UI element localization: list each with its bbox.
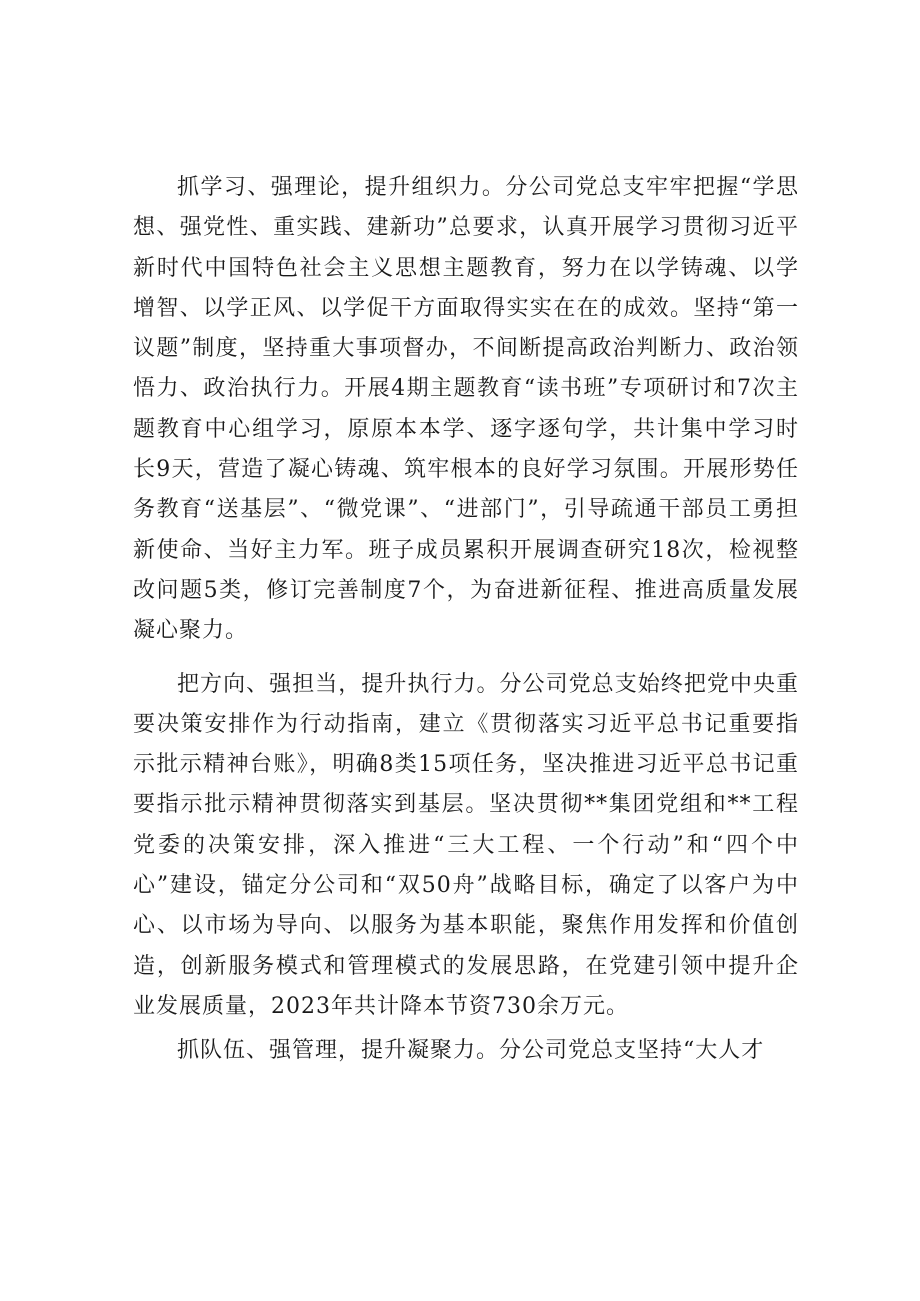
paragraph-organization: 抓学习、强理论，提升组织力。分公司党总支牢牢把握“学思想、强党性、重实践、建新功”总要求，认真开展学习贯彻习近平新时代中国特色社会主义思想主题教育，努力在以学铸魂、以学增智、以学正风、以学促干方面取得实实在在的成效。坚持“第一议题”制度，坚持重大事项督办，不间断提高政治判断力、政治领悟力、政治执行力。开展4期主题教育“读书班”专项研讨和7次主题教育中心组学习，原原本本学、逐字逐句学，共计集中学习时长9天，营造了凝心铸魂、筑牢根本的良好学习氛围。开展形势任务教育“送基层”、“微党课”、“进部门”，引导疏通干部员工勇担新使命、当好主力军。班子成员累积开展调查研究18次，检视整改问题5类，修订完善制度7个，为奋进新征程、推进高质量发展凝心聚力。 <box>133 175 799 644</box>
document-body <box>133 168 799 1072</box>
paragraph-cohesion: 抓队伍、强管理，提升凝聚力。分公司党总支坚持“大人才 <box>177 1038 765 1064</box>
paragraph-execution: 把方向、强担当，提升执行力。分公司党总支始终把党中央重要决策安排作为行动指南，建立《贯彻落实习近平总书记重要指示批示精神台账》，明确8类15项任务，坚决推进习近平总书记重要指示批示精神贯彻落实到基层。坚决贯彻**集团党组和**工程党委的决策安排，深入推进“三大工程、一个行动”和“四个中心”建设，锚定分公司和“双50舟”战略目标，确定了以客户为中心、以市场为导向、以服务为基本职能，聚焦作用发挥和价值创造，创新服务模式和管理模式的发展思路，在党建引领中提升企业发展质量，2023年共计降本节资730余万元。 <box>133 671 799 1019</box>
